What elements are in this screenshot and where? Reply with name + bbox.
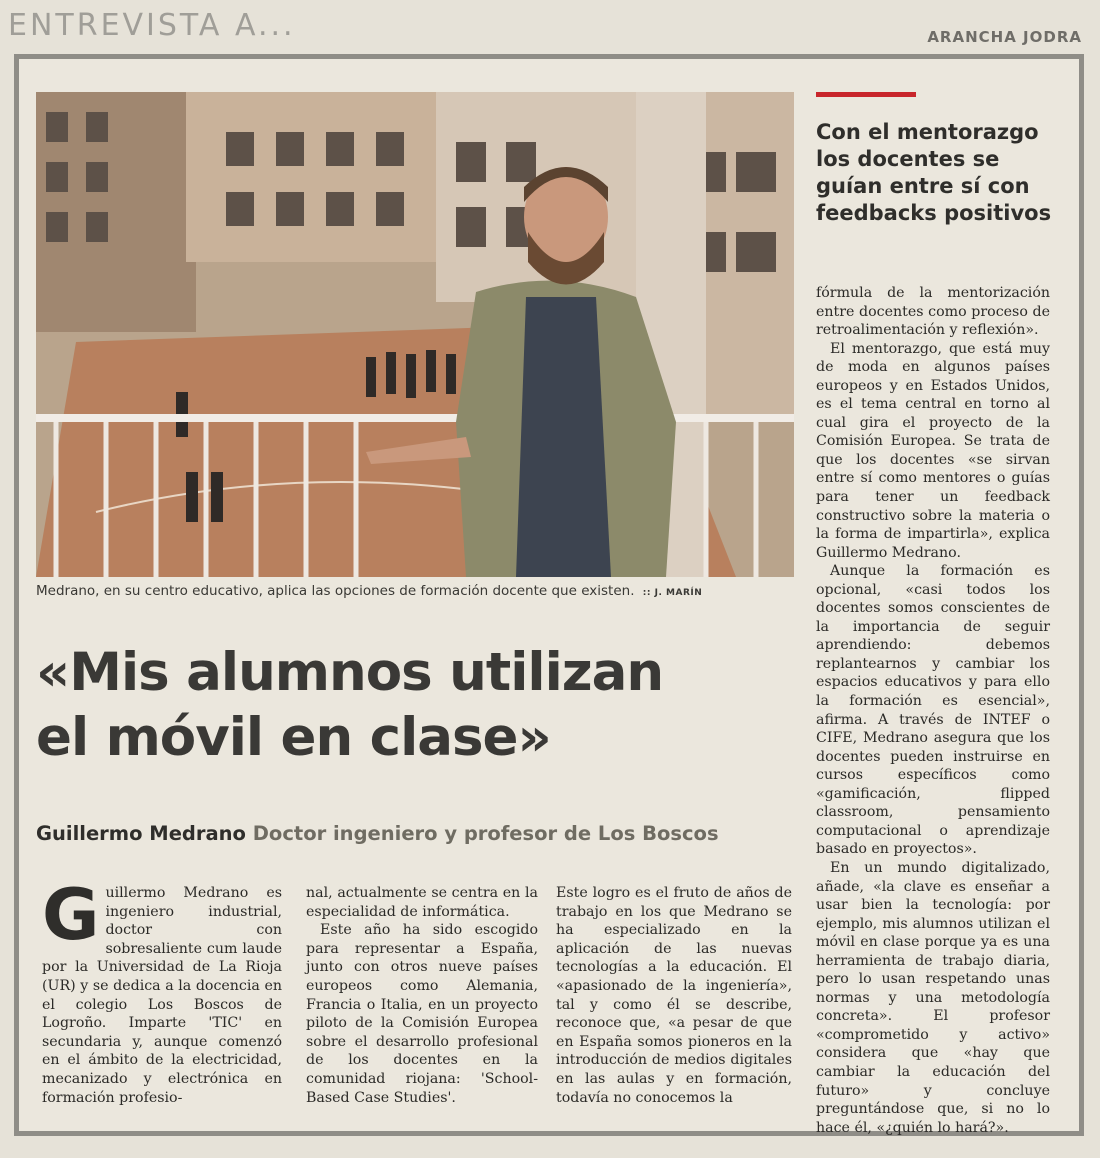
headline <box>36 640 796 770</box>
drop-cap: G <box>42 874 100 956</box>
article-photo <box>36 92 794 577</box>
headline-line-1: «Mis alumnos utilizan <box>36 642 664 703</box>
interviewee-role: Doctor ingeniero y profesor de Los Boscos <box>252 822 719 845</box>
paragraph: Aunque la formación es opcional, «casi todos los docentes somos conscientes de la importancia de seguir aprendiendo: debemos replantearnos y cambiar los espacios educativos y para ello la formación es esencial», afirma. A través de INTEF o CIFE, Medrano asegura que los docentes pueden instruirse en cursos específicos como «gamificación, flipped classroom, pensamiento computacional o aprendizaje basado en proyectos». <box>816 563 1050 858</box>
paragraph: nal, actualmente se centra en la especialidad de informática. <box>306 885 538 920</box>
body-column-2 <box>306 884 538 1107</box>
paragraph: fórmula de la mentorización entre docentes como proceso de retroalimentación y reflexión». <box>816 285 1050 339</box>
section-label: ENTREVISTA A... <box>8 8 296 43</box>
caption-text: Medrano, en su centro educativo, aplica las opciones de formación docente que existen. <box>36 583 635 599</box>
pull-quote-box <box>816 92 1060 227</box>
author-name: ARANCHA JODRA <box>927 28 1082 46</box>
headline-line-2: el móvil en clase» <box>36 707 551 768</box>
photo-credit: :: J. MARÍN <box>642 588 703 598</box>
paragraph: En un mundo digitalizado, añade, «la clave es enseñar a usar bien la tecnología: por ejemplo, mis alumnos utilizan el móvil en clase porque ya es una herramienta de trabajo diaria, pero lo usan respetando unas normas y una metodología concreta». El profesor «comprometido y activo» considera que «hay que cambiar la educación del futuro» y concluye preguntándose que, si no lo hace él, «¿quién lo hará?». <box>816 859 1050 1136</box>
body-column-1 <box>42 874 282 1107</box>
paragraph: El mentorazgo, que está muy de moda en algunos países europeos y en Estados Unidos, es el tema central en torno al cual gira el proyecto de la Comisión Europea. Se trata de que los docentes «se sirvan entre sí como mentores o guías para tener un feedback constructivo sobre la materia o la forma de impartirla», explica Guillermo Medrano. <box>816 340 1050 561</box>
paragraph: uillermo Medrano es ingeniero industrial, doctor con sobresaliente cum laude por la Universidad de La Rioja (UR) y se dedica a la docencia en el colegio Los Boscos de Logroño. Imparte 'TIC' en secundaria y, aunque comenzó en el ámbito de la electricidad, mecanizado y electrónica en formación profesio- <box>42 885 282 1106</box>
body-column-4 <box>816 284 1050 1137</box>
paragraph: Este logro es el fruto de años de trabajo en los que Medrano se ha especializado en la aplicación de las nuevas tecnologías a la educación. El «apasionado de la ingeniería», tal y como él se describe, reconoce que, «a pesar de que en España somos pioneros en la introducción de medios digitales en las aulas y en formación, todavía no conocemos la <box>556 885 792 1106</box>
accent-bar <box>816 92 916 97</box>
paragraph: Este año ha sido escogido para representar a España, junto con otros nueve países europeos como Alemania, Francia o Italia, en un proyecto piloto de la Comisión Europea sobre el desarrollo profesional de los docentes en la comunidad riojana: 'School-Based Case Studies'. <box>306 922 538 1106</box>
byline <box>36 822 796 845</box>
interviewee-name: Guillermo Medrano <box>36 822 246 845</box>
photo-caption <box>36 583 796 599</box>
pull-quote: Con el mentorazgo los docentes se guían entre sí con feedbacks positivos <box>816 120 1052 225</box>
body-column-3 <box>556 884 792 1107</box>
